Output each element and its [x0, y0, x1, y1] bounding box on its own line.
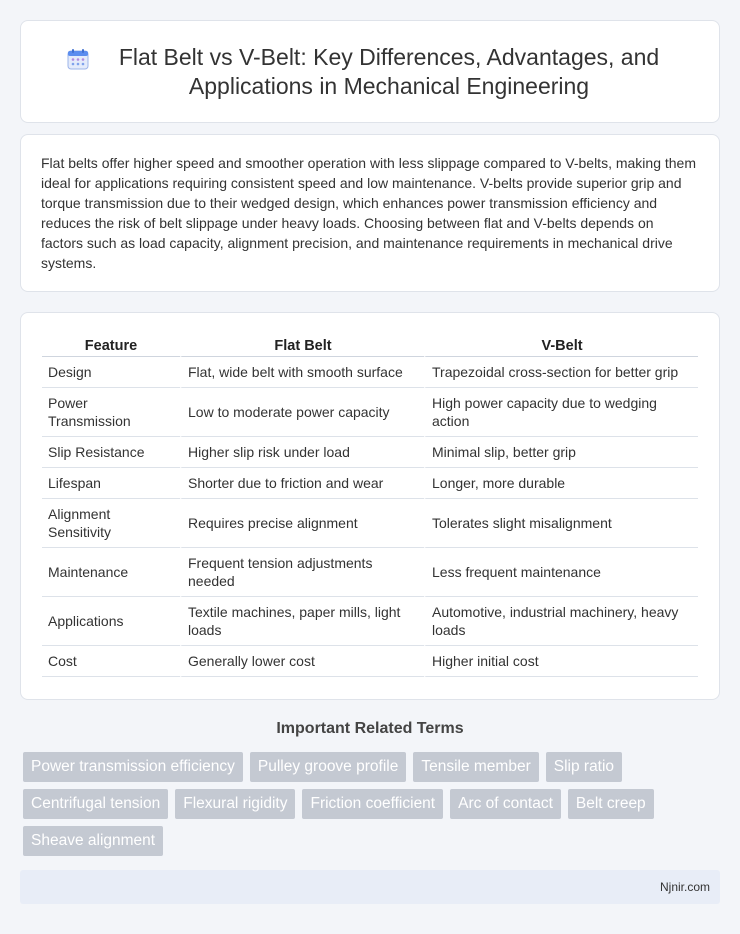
v-belt-cell: High power capacity due to wedging action	[424, 388, 698, 437]
related-terms-list	[23, 752, 713, 863]
v-belt-cell: Higher initial cost	[424, 646, 698, 677]
calendar-grid-icon	[66, 47, 90, 71]
title-wrap	[36, 43, 704, 101]
related-term-tag[interactable]: Flexural rigidity	[175, 789, 295, 819]
footer-site-link[interactable]: Njnir.com	[659, 880, 710, 894]
feature-cell: Applications	[42, 597, 180, 646]
related-term-tag[interactable]: Tensile member	[413, 752, 538, 782]
flat-belt-cell: Higher slip risk under load	[180, 437, 424, 468]
feature-cell: Design	[42, 357, 180, 388]
table-row	[42, 388, 698, 437]
v-belt-cell: Automotive, industrial machinery, heavy loads	[424, 597, 698, 646]
v-belt-cell: Longer, more durable	[424, 468, 698, 499]
header-v-belt: V-Belt	[424, 333, 698, 357]
related-term-tag[interactable]: Slip ratio	[546, 752, 622, 782]
related-term-tag[interactable]: Pulley groove profile	[250, 752, 406, 782]
header-feature: Feature	[42, 333, 180, 357]
flat-belt-cell: Low to moderate power capacity	[180, 388, 424, 437]
comparison-card	[20, 312, 720, 700]
flat-belt-cell: Shorter due to friction and wear	[180, 468, 424, 499]
table-row	[42, 499, 698, 548]
table-row	[42, 646, 698, 677]
comparison-table	[42, 333, 698, 677]
table-row	[42, 437, 698, 468]
related-term-tag[interactable]: Power transmission efficiency	[23, 752, 243, 782]
v-belt-cell: Trapezoidal cross-section for better grip	[424, 357, 698, 388]
feature-cell: Slip Resistance	[42, 437, 180, 468]
flat-belt-cell: Textile machines, paper mills, light loads	[180, 597, 424, 646]
related-term-tag[interactable]: Centrifugal tension	[23, 789, 168, 819]
feature-cell: Cost	[42, 646, 180, 677]
header-flat-belt: Flat Belt	[180, 333, 424, 357]
table-row	[42, 468, 698, 499]
table-row	[42, 548, 698, 597]
flat-belt-cell: Frequent tension adjustments needed	[180, 548, 424, 597]
related-term-tag[interactable]: Arc of contact	[450, 789, 561, 819]
title-card	[20, 20, 720, 123]
page-title: Flat Belt vs V-Belt: Key Differences, Advantages, and Applications in Mechanical Engineering	[118, 43, 660, 99]
summary-text: Flat belts offer higher speed and smoother operation with less slippage compared to V-belts, making them ideal for applications requiring consistent speed and low maintenance. V-belts provide superior grip and torque transmission due to their wedged design, which enhances power transmission efficiency and reduces the risk of belt slippage under heavy loads. Choosing between flat and V-belts depends on factors such as load capacity, alignment precision, and maintenance requirements in mechanical drive systems.	[41, 155, 696, 271]
related-term-tag[interactable]: Friction coefficient	[302, 789, 443, 819]
v-belt-cell: Minimal slip, better grip	[424, 437, 698, 468]
feature-cell: Lifespan	[42, 468, 180, 499]
related-term-tag[interactable]: Belt creep	[568, 789, 654, 819]
table-row	[42, 597, 698, 646]
feature-cell: Power Transmission	[42, 388, 180, 437]
flat-belt-cell: Flat, wide belt with smooth surface	[180, 357, 424, 388]
summary-card	[20, 134, 720, 292]
v-belt-cell: Less frequent maintenance	[424, 548, 698, 597]
related-term-tag[interactable]: Sheave alignment	[23, 826, 163, 856]
related-terms-heading: Important Related Terms	[276, 720, 464, 737]
footer	[20, 870, 720, 904]
table-row	[42, 357, 698, 388]
v-belt-cell: Tolerates slight misalignment	[424, 499, 698, 548]
table-header-row	[42, 333, 698, 357]
feature-cell: Alignment Sensitivity	[42, 499, 180, 548]
flat-belt-cell: Requires precise alignment	[180, 499, 424, 548]
flat-belt-cell: Generally lower cost	[180, 646, 424, 677]
feature-cell: Maintenance	[42, 548, 180, 597]
